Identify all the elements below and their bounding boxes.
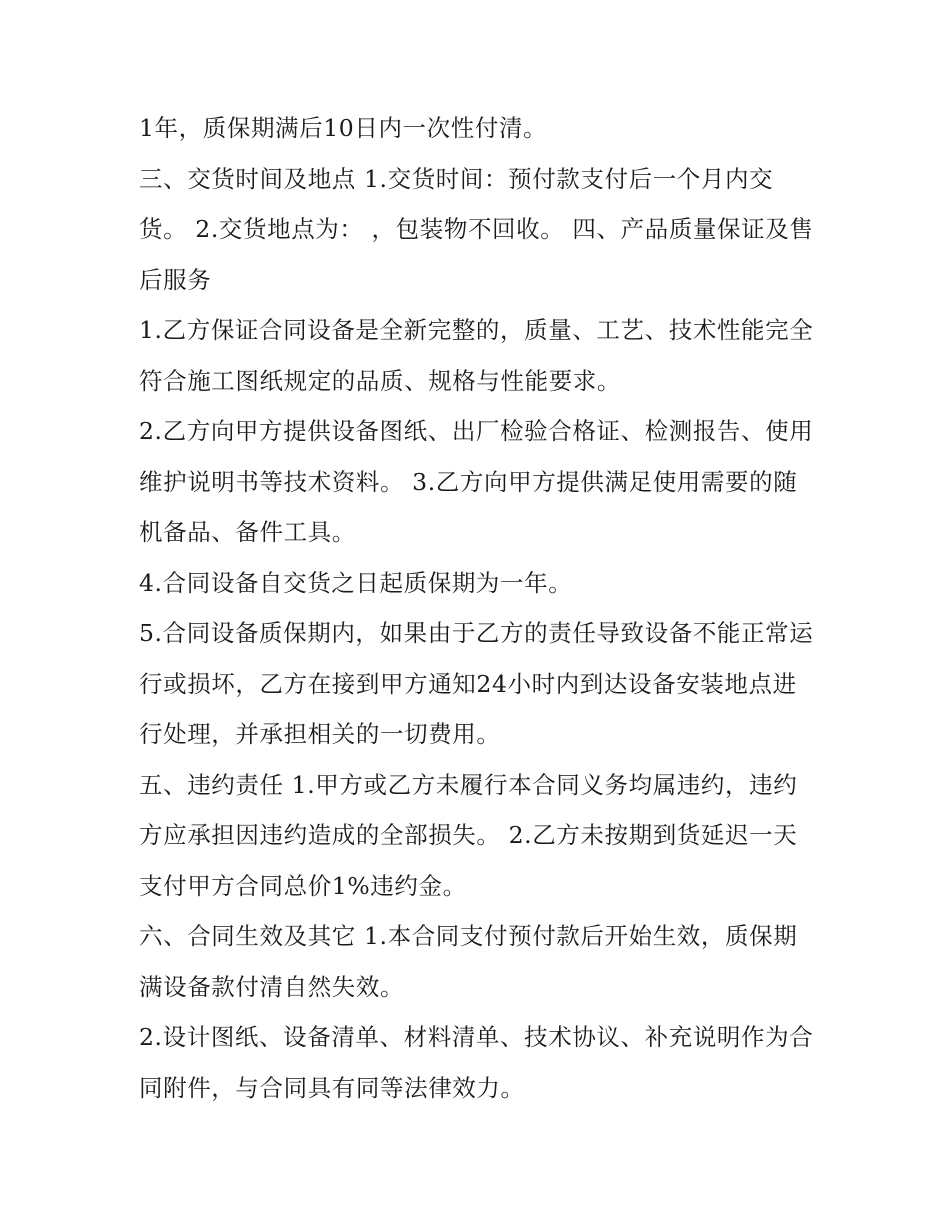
paragraph-delivery-section: 三、交货时间及地点 1.交货时间：预付款支付后一个月内交货。 2.交货地点为： ，包装物不回收。 四、产品质量保证及售后服务 (139, 164, 814, 294)
paragraph-technical-documents: 2.乙方向甲方提供设备图纸、出厂检验合格证、检测报告、使用维护说明书等技术资料。 3.乙方向甲方提供满足使用需要的随机备品、备件工具。 (139, 417, 814, 546)
document-body (139, 103, 819, 1113)
paragraph-warranty-period: 4.合同设备自交货之日起质保期为一年。 (139, 568, 573, 597)
paragraph-contract-effect: 六、合同生效及其它 1.本合同支付预付款后开始生效，质保期满设备款付清自然失效。 (139, 922, 798, 1001)
paragraph-contract-attachments: 2.设计图纸、设备清单、材料清单、技术协议、补充说明作为合同附件，与合同具有同等法律效力。 (139, 1023, 814, 1102)
paragraph-quality-guarantee: 1.乙方保证合同设备是全新完整的，质量、工艺、技术性能完全符合施工图纸规定的品质、规格与性能要求。 (139, 316, 814, 395)
paragraph-breach-liability: 五、违约责任 1.甲方或乙方未履行本合同义务均属违约，违约方应承担因违约造成的全部损失。 2.乙方未按期到货延迟一天支付甲方合同总价1%违约金。 (139, 770, 798, 900)
paragraph-payment-terms: 1年，质保期满后10日内一次性付清。 (139, 114, 548, 142)
paragraph-warranty-service: 5.合同设备质保期内，如果由于乙方的责任导致设备不能正常运行或损坏，乙方在接到甲方通知24小时内到达设备安装地点进行处理，并承担相关的一切费用。 (139, 619, 814, 748)
